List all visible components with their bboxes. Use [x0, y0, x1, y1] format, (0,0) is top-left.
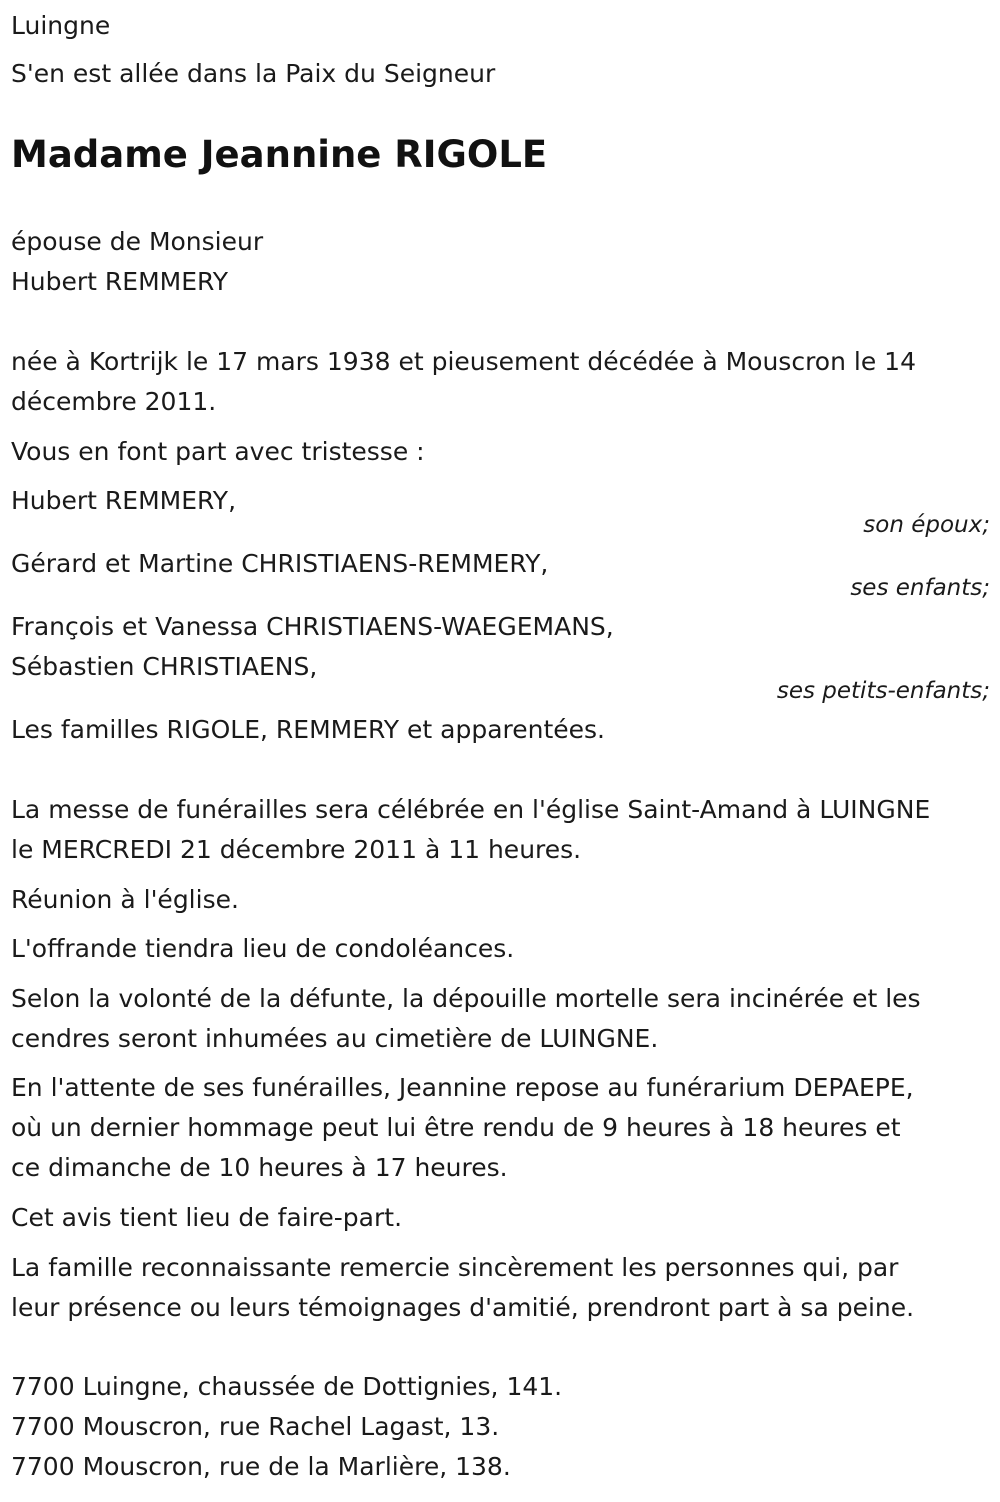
- thanks-line-2: leur présence ou leurs témoignages d'amitié, prendront part à sa peine.: [11, 1293, 915, 1322]
- family-spouse-role: son époux;: [863, 512, 990, 538]
- funeral-mass-line-2: le MERCREDI 21 décembre 2011 à 11 heures.: [11, 835, 582, 864]
- family-grandchildren-role: ses petits-enfants;: [776, 678, 990, 704]
- family-children-role: ses enfants;: [850, 575, 990, 601]
- cremation-line-2: cendres seront inhumées au cimetière de LUINGNE.: [11, 1024, 659, 1053]
- address-3: 7700 Mouscron, rue de la Marlière, 138.: [11, 1452, 511, 1481]
- announcement: Vous en font part avec tristesse :: [11, 437, 425, 466]
- family-grandchild-2: Sébastien CHRISTIAENS,: [11, 652, 318, 681]
- spouse-line-1: épouse de Monsieur: [11, 227, 264, 256]
- birth-death-line-1: née à Kortrijk le 17 mars 1938 et pieusement décédée à Mouscron le 14: [11, 347, 916, 376]
- place-name: Luingne: [11, 11, 111, 40]
- cremation-line-1: Selon la volonté de la défunte, la dépouille mortelle sera incinérée et les: [11, 984, 921, 1013]
- deceased-name: Madame Jeannine RIGOLE: [11, 133, 548, 176]
- address-1: 7700 Luingne, chaussée de Dottignies, 141.: [11, 1372, 563, 1401]
- birth-death-line-2: décembre 2011.: [11, 387, 217, 416]
- spouse-line-2: Hubert REMMERY: [11, 267, 229, 296]
- resting-line-2: où un dernier hommage peut lui être rendu de 9 heures à 18 heures et: [11, 1113, 901, 1142]
- meeting-info: Réunion à l'église.: [11, 885, 239, 914]
- offering-info: L'offrande tiendra lieu de condoléances.: [11, 934, 515, 963]
- family-children: Gérard et Martine CHRISTIAENS-REMMERY,: [11, 549, 549, 578]
- thanks-line-1: La famille reconnaissante remercie sincèrement les personnes qui, par: [11, 1253, 899, 1282]
- family-spouse-name: Hubert REMMERY,: [11, 486, 237, 515]
- funeral-mass-line-1: La messe de funérailles sera célébrée en l'église Saint-Amand à LUINGNE: [11, 795, 931, 824]
- resting-line-3: ce dimanche de 10 heures à 17 heures.: [11, 1153, 508, 1182]
- intro-text: S'en est allée dans la Paix du Seigneur: [11, 59, 496, 88]
- address-2: 7700 Mouscron, rue Rachel Lagast, 13.: [11, 1412, 500, 1441]
- family-grandchild-1: François et Vanessa CHRISTIAENS-WAEGEMANS,: [11, 612, 614, 641]
- notice-text: Cet avis tient lieu de faire-part.: [11, 1203, 403, 1232]
- family-relatives: Les familles RIGOLE, REMMERY et apparentées.: [11, 715, 606, 744]
- resting-line-1: En l'attente de ses funérailles, Jeannine repose au funérarium DEPAEPE,: [11, 1073, 914, 1102]
